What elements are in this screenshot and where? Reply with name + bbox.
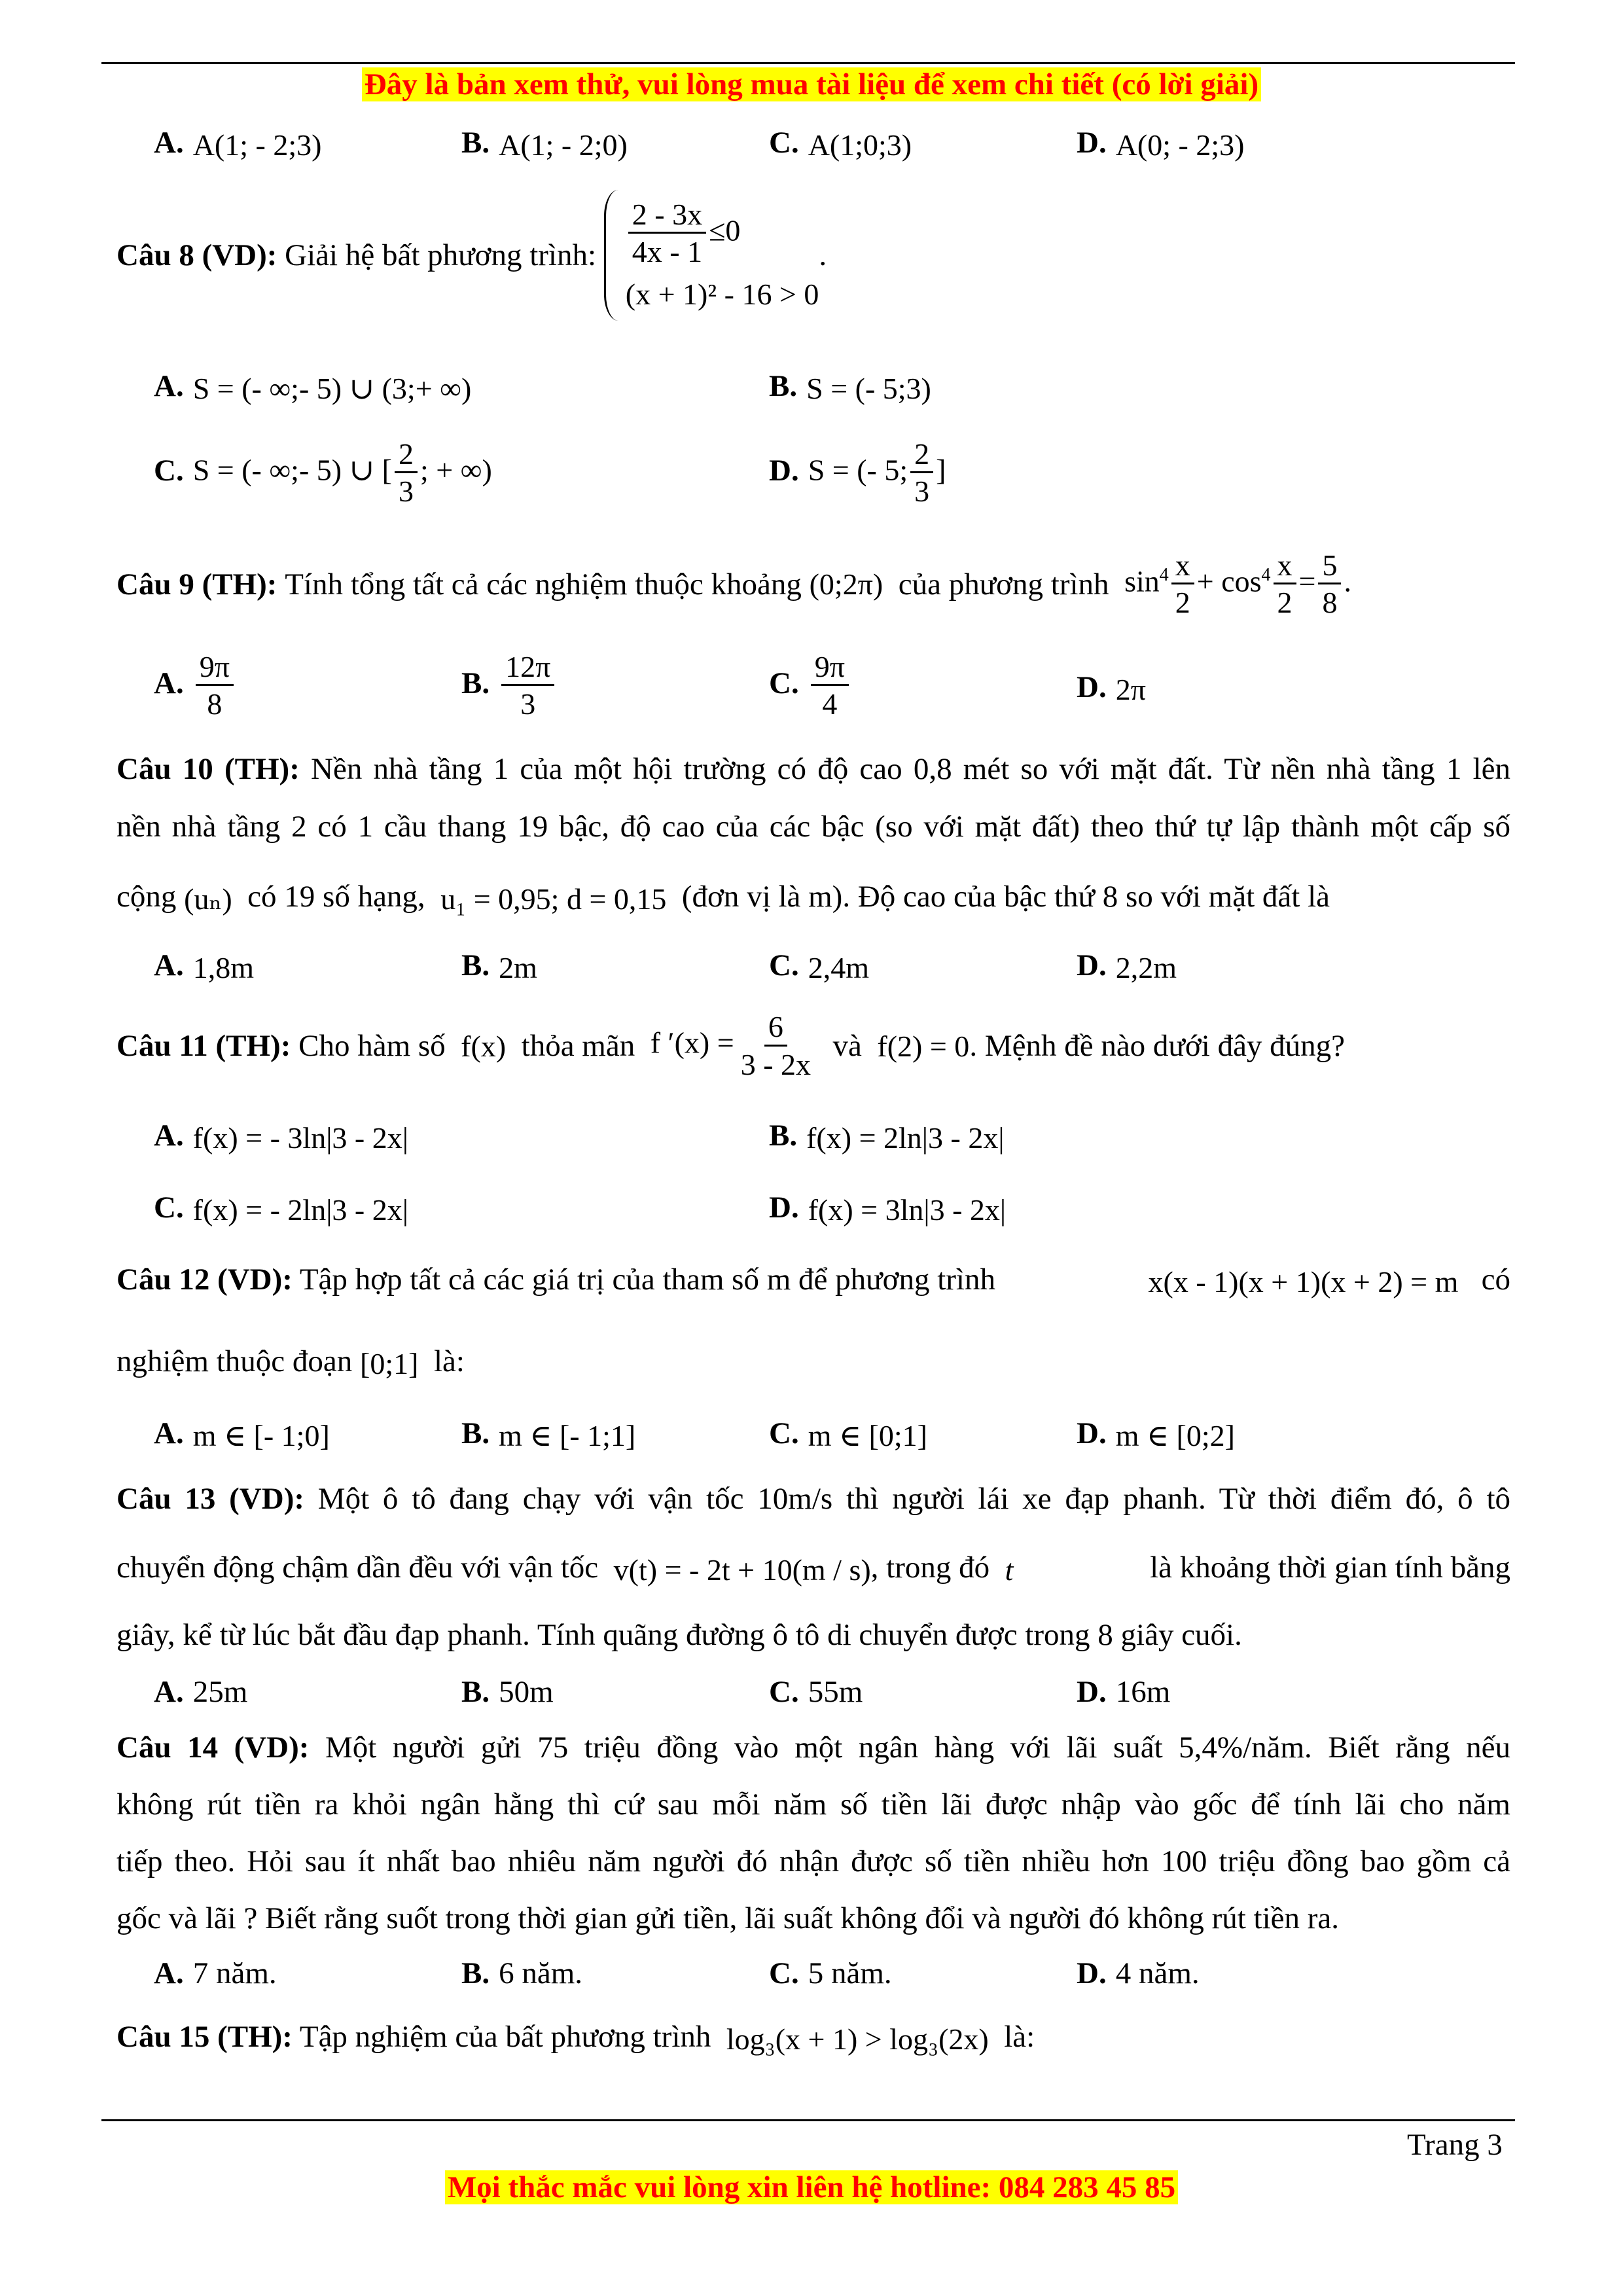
q10-option-c[interactable]: C. 2,4m <box>769 948 869 985</box>
header-rule <box>101 62 1515 64</box>
q8-question: Câu 8 (VD): Giải hệ bất phương trình: $\frac{2 - 3x}{4x - 1}$ ≤0 (x + 1)² - 16 > 0 . <box>116 190 1510 321</box>
q8-option-b[interactable]: B. S = (- 5;3) <box>769 369 931 406</box>
q11-option-d[interactable]: D. f(x) = 3ln|3 - 2x| <box>769 1191 1007 1227</box>
q9-question: Câu 9 (TH): Tính tổng tất cả các nghiệm thuộc khoảng (0;2π) của phương trình $\sin^4$ $\frac{x}{2}$ + $\cos^4$ $\frac{x}{2}$ = $\frac{5}{8}$ . <box>116 548 1351 619</box>
q12-option-c[interactable]: C. m ∈ [0;1] <box>769 1416 927 1453</box>
q7-option-d[interactable]: D. A(0; - 2;3) <box>1077 126 1245 162</box>
q7-option-a[interactable]: A. A(1; - 2;3) <box>154 126 322 162</box>
q11-option-b[interactable]: B. f(x) = 2ln|3 - 2x| <box>769 1119 1005 1155</box>
q14-line-3: tiếp theo. Hỏi sau ít nhất bao nhiêu năm người đó nhận được số tiền nhiều hơn 100 triệu đồng bao gồm cả <box>116 1844 1510 1878</box>
q13-option-c[interactable]: C. 55m <box>769 1675 863 1709</box>
q10-option-a[interactable]: A. 1,8m <box>154 948 254 985</box>
q10-line-1: Câu 10 (TH): Nền nhà tầng 1 của một hội trường có độ cao 0,8 mét so với mặt đất. Từ nền nhà tầng 1 lên <box>116 752 1510 786</box>
q12-line-1: Câu 12 (VD): Tập hợp tất cả các giá trị của tham số m để phương trình x(x - 1)(x + 1)(x + 2) = m có <box>116 1263 1510 1299</box>
q9-equation: $\sin^4$ $\frac{x}{2}$ + $\cos^4$ $\frac{x}{2}$ = $\frac{5}{8}$ . <box>1124 548 1351 619</box>
q13-option-a[interactable]: A. 25m <box>154 1675 248 1709</box>
q14-option-c[interactable]: C. 5 năm. <box>769 1956 892 1990</box>
q9-option-a[interactable]: A. $\frac{9\pi}{8}$ <box>154 651 236 721</box>
q12-option-b[interactable]: B. m ∈ [- 1;1] <box>461 1416 636 1453</box>
q14-option-a[interactable]: A. 7 năm. <box>154 1956 277 1990</box>
q7-option-c[interactable]: C. A(1;0;3) <box>769 126 912 162</box>
brace-icon <box>604 190 619 321</box>
header-banner: Đây là bản xem thử, vui lòng mua tài liệu để xem chi tiết (có lời giải) <box>0 67 1623 102</box>
q10-option-b[interactable]: B. 2m <box>461 948 537 985</box>
q13-line-3: giây, kể từ lúc bắt đầu đạp phanh. Tính quãng đường ô tô di chuyển được trong 8 giây cuối. <box>116 1618 1242 1652</box>
q8-label: Câu 8 (VD): <box>116 238 277 272</box>
q11-option-c[interactable]: C. f(x) = - 2ln|3 - 2x| <box>154 1191 408 1227</box>
q9-option-c[interactable]: C. $\frac{9\pi}{4}$ <box>769 651 851 721</box>
q13-line-1: Câu 13 (VD): Một ô tô đang chạy với vận tốc 10m/s thì người lái xe đạp phanh. Từ thời điểm đó, ô tô <box>116 1482 1511 1516</box>
q10-option-d[interactable]: D. 2,2m <box>1077 948 1177 985</box>
q12-option-a[interactable]: A. m ∈ [- 1;0] <box>154 1416 330 1453</box>
q12-option-d[interactable]: D. m ∈ [0;2] <box>1077 1416 1235 1453</box>
q14-option-b[interactable]: B. 6 năm. <box>461 1956 583 1990</box>
q15-question: Câu 15 (TH): Tập nghiệm của bất phương trình log₃(x + 1) > log₃(2x) là: <box>116 2020 1035 2056</box>
q8-system: $\frac{2 - 3x}{4x - 1}$ ≤0 (x + 1)² - 16 > 0 <box>604 190 819 321</box>
q7-option-b[interactable]: B. A(1; - 2;0) <box>461 126 628 162</box>
q9-option-d[interactable]: D. 2π <box>1077 670 1146 707</box>
page-number: Trang 3 <box>1407 2128 1503 2162</box>
q14-line-4: gốc và lãi ? Biết rằng suốt trong thời gian gửi tiền, lãi suất không đổi và người đó không rút tiền ra. <box>116 1901 1340 1935</box>
q10-line-3: cộng (uₙ) có 19 số hạng, u₁ = 0,95; d = 0,15 (đơn vị là m). Độ cao của bậc thứ 8 so với mặt đất là <box>116 880 1330 916</box>
q12-line-2: nghiệm thuộc đoạn [0;1] là: <box>116 1344 465 1381</box>
q8-text: Giải hệ bất phương trình: <box>285 238 597 272</box>
q14-option-d[interactable]: D. 4 năm. <box>1077 1956 1200 1990</box>
q9-option-b[interactable]: B. $\frac{12\pi}{3}$ <box>461 651 557 721</box>
q13-line-2: chuyển động chậm dần đều với vận tốc v(t) = - 2t + 10(m / s), trong đó t là khoảng thời gian tính bằng <box>116 1551 1510 1587</box>
footer-rule <box>101 2119 1515 2121</box>
q8-option-a[interactable]: A. S = (- ∞;- 5) ∪ (3;+ ∞) <box>154 369 472 406</box>
q14-line-2: không rút tiền ra khỏi ngân hằng thì cứ sau mỗi năm số tiền lãi được nhập vào gốc để tính lãi cho năm <box>116 1787 1510 1821</box>
q8-option-c[interactable]: C. S = (- ∞;- 5) ∪ [ $\frac{2}{3}$ ; + ∞) <box>154 437 492 509</box>
q11-question: Câu 11 (TH): Cho hàm số f(x) thỏa mãn f ′(x) = $\frac{6}{3 - 2x}$ và f(2) = 0 . Mệnh đề nào dưới đây đúng? <box>116 1010 1346 1081</box>
q9-label: Câu 9 (TH): <box>116 567 277 601</box>
q10-line-2: nền nhà tầng 2 có 1 cầu thang 19 bậc, độ cao của các bậc (so với mặt đất) theo thứ tự lập thành một cấp số <box>116 810 1510 844</box>
footer-banner: Mọi thắc mắc vui lòng xin liên hệ hotline: 084 283 45 85 <box>0 2170 1623 2205</box>
q11-option-a[interactable]: A. f(x) = - 3ln|3 - 2x| <box>154 1119 408 1155</box>
q13-option-b[interactable]: B. 50m <box>461 1675 554 1709</box>
q14-line-1: Câu 14 (VD): Một người gửi 75 triệu đồng vào một ngân hàng với lãi suất 5,4%/năm. Biết rằng nếu <box>116 1731 1511 1765</box>
q13-option-d[interactable]: D. 16m <box>1077 1675 1171 1709</box>
q8-option-d[interactable]: D. S = (- 5; $\frac{2}{3}$ ] <box>769 437 946 509</box>
